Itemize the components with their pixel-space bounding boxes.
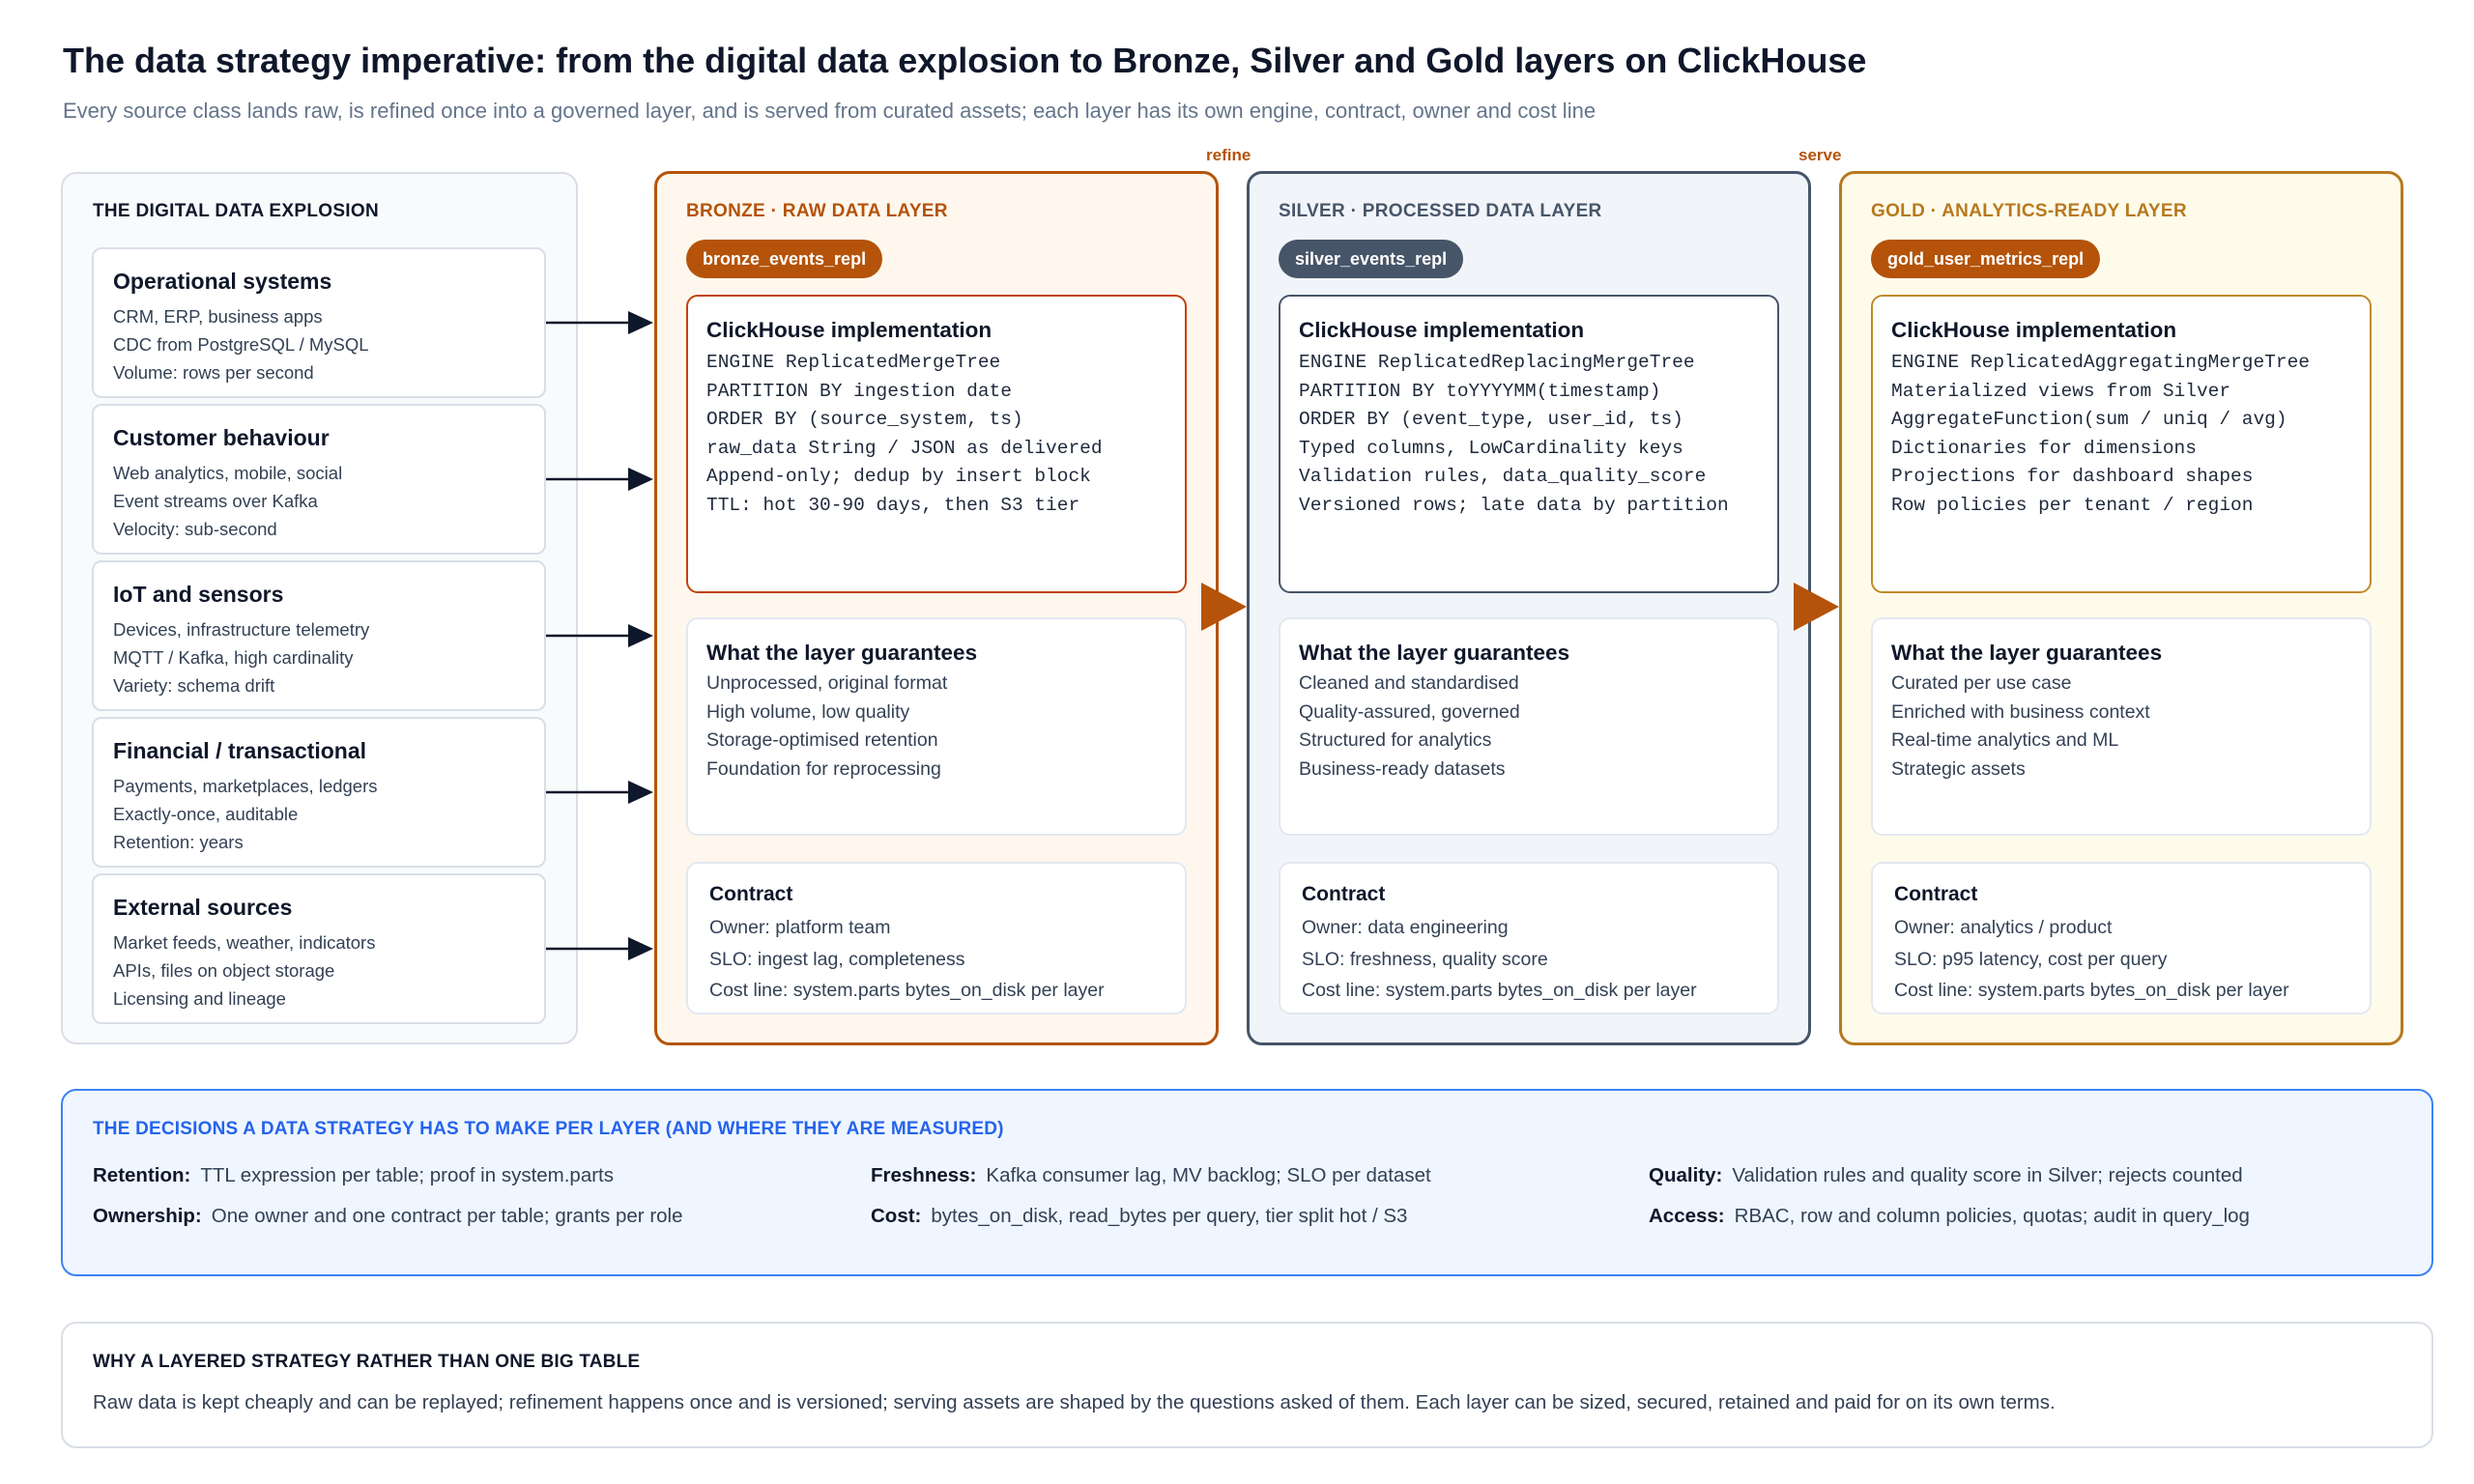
contract-title: Contract xyxy=(1302,883,1386,905)
decision-cost xyxy=(871,1205,1407,1228)
guarantee-line: Structured for analytics xyxy=(1299,729,1492,751)
impl-line: AggregateFunction(sum / uniq / avg) xyxy=(1891,409,2287,430)
bronze-table-badge: bronze_events_repl xyxy=(686,240,882,278)
contract-line: SLO: p95 latency, cost per query xyxy=(1894,948,2168,970)
source-line: Market feeds, weather, indicators xyxy=(113,932,376,953)
source-line: Retention: years xyxy=(113,832,244,852)
source-line: MQTT / Kafka, high cardinality xyxy=(113,647,354,668)
source-line: Variety: schema drift xyxy=(113,675,275,696)
decisions-title: THE DECISIONS A DATA STRATEGY HAS TO MAKE PER LAYER (AND WHERE THEY ARE MEASURED) xyxy=(93,1119,1004,1139)
bronze-layer-title: BRONZE · RAW DATA LAYER xyxy=(686,201,948,221)
contract-line: Owner: data engineering xyxy=(1302,917,1509,938)
contract-line: Owner: platform team xyxy=(709,917,891,938)
guarantee-line: Cleaned and standardised xyxy=(1299,672,1519,694)
silver-layer-title: SILVER · PROCESSED DATA LAYER xyxy=(1279,201,1602,221)
guarantee-line: High volume, low quality xyxy=(706,700,910,723)
guarantee-line: Curated per use case xyxy=(1891,672,2072,694)
silver-impl-card xyxy=(1279,295,1779,593)
source-name: Operational systems xyxy=(113,269,332,294)
impl-line: Dictionaries for dimensions xyxy=(1891,437,2197,459)
decision-ownership xyxy=(93,1205,683,1228)
guarantee-line: Quality-assured, governed xyxy=(1299,700,1520,723)
silver-table-badge: silver_events_repl xyxy=(1279,240,1463,278)
source-line: CDC from PostgreSQL / MySQL xyxy=(113,334,369,355)
source-name: IoT and sensors xyxy=(113,582,284,607)
impl-line: raw_data String / JSON as delivered xyxy=(706,437,1103,459)
impl-line: Versioned rows; late data by partition xyxy=(1299,494,1729,516)
source-card-financial xyxy=(92,717,546,868)
silver-contract-card xyxy=(1279,862,1779,1014)
gold-impl-card xyxy=(1871,295,2372,593)
decision-quality xyxy=(1649,1164,2243,1187)
source-line: Web analytics, mobile, social xyxy=(113,463,343,483)
contract-line: Owner: analytics / product xyxy=(1894,917,2113,938)
contract-line: Cost line: system.parts bytes_on_disk per layer xyxy=(1302,980,1697,1001)
impl-line: Row policies per tenant / region xyxy=(1891,494,2254,516)
decision-access xyxy=(1649,1205,2250,1228)
impl-line: ENGINE ReplicatedReplacingMergeTree xyxy=(1299,352,1695,373)
source-line: CRM, ERP, business apps xyxy=(113,306,323,327)
contract-line: Cost line: system.parts bytes_on_disk per layer xyxy=(1894,980,2289,1001)
source-card-customer xyxy=(92,404,546,555)
impl-line: Validation rules, data_quality_score xyxy=(1299,466,1707,487)
contract-title: Contract xyxy=(709,883,793,905)
source-name: Customer behaviour xyxy=(113,425,330,450)
decision-label: Access: xyxy=(1649,1205,1725,1227)
why-text: Raw data is kept cheaply and can be replayed; refinement happens once and is versioned; serving assets are shaped by the questions asked of them. Each layer can be sized, secured, retained and paid for on its own terms. xyxy=(93,1391,2056,1413)
decision-freshness xyxy=(871,1164,1431,1187)
bronze-impl-card xyxy=(686,295,1187,593)
guarantee-line: Strategic assets xyxy=(1891,757,2026,780)
source-name: Financial / transactional xyxy=(113,738,367,763)
guarantee-line: Business-ready datasets xyxy=(1299,757,1506,780)
decision-retention xyxy=(93,1164,614,1187)
impl-line: Projections for dashboard shapes xyxy=(1891,466,2254,487)
impl-title: ClickHouse implementation xyxy=(1891,318,2177,342)
page-title: The data strategy imperative: from the digital data explosion to Bronze, Silver and Gold layers on ClickHouse xyxy=(63,41,1867,80)
impl-line: Typed columns, LowCardinality keys xyxy=(1299,437,1683,459)
guarantee-line: Foundation for reprocessing xyxy=(706,757,941,780)
guarantee-line: Enriched with business context xyxy=(1891,700,2150,723)
decision-text: TTL expression per table; proof in system.parts xyxy=(200,1164,615,1186)
silver-guarantees-card xyxy=(1279,617,1779,836)
gold-contract-card xyxy=(1871,862,2372,1014)
guarantee-line: Storage-optimised retention xyxy=(706,729,938,751)
decision-label: Quality: xyxy=(1649,1164,1723,1186)
bronze-contract-card xyxy=(686,862,1187,1014)
decision-text: bytes_on_disk, read_bytes per query, tier split hot / S3 xyxy=(931,1205,1408,1227)
impl-line: ORDER BY (event_type, user_id, ts) xyxy=(1299,409,1683,430)
impl-line: Append-only; dedup by insert block xyxy=(706,466,1091,487)
impl-line: ENGINE ReplicatedMergeTree xyxy=(706,352,1001,373)
decision-label: Freshness: xyxy=(871,1164,977,1186)
decision-text: RBAC, row and column policies, quotas; audit in query_log xyxy=(1734,1205,2250,1227)
impl-line: ENGINE ReplicatedAggregatingMergeTree xyxy=(1891,352,2310,373)
source-line: Devices, infrastructure telemetry xyxy=(113,619,370,640)
bronze-guarantees-card xyxy=(686,617,1187,836)
source-card-iot xyxy=(92,560,546,711)
decision-text: One owner and one contract per table; grants per role xyxy=(211,1205,683,1227)
serve-label: serve xyxy=(1798,146,1842,164)
guarantee-line: Unprocessed, original format xyxy=(706,672,948,694)
source-name: External sources xyxy=(113,895,293,920)
source-line: Volume: rows per second xyxy=(113,362,314,383)
contract-title: Contract xyxy=(1894,883,1978,905)
impl-line: Materialized views from Silver xyxy=(1891,380,2231,402)
impl-title: ClickHouse implementation xyxy=(1299,318,1585,342)
source-card-external xyxy=(92,873,546,1024)
decision-text: Kafka consumer lag, MV backlog; SLO per dataset xyxy=(986,1164,1431,1186)
why-panel xyxy=(61,1322,2433,1448)
source-line: Payments, marketplaces, ledgers xyxy=(113,776,378,796)
why-title: WHY A LAYERED STRATEGY RATHER THAN ONE BIG TABLE xyxy=(93,1352,641,1372)
source-card-operational xyxy=(92,247,546,398)
impl-line: TTL: hot 30-90 days, then S3 tier xyxy=(706,494,1080,516)
contract-line: SLO: freshness, quality score xyxy=(1302,948,1548,970)
impl-title: ClickHouse implementation xyxy=(706,318,992,342)
gold-layer-title: GOLD · ANALYTICS-READY LAYER xyxy=(1871,201,2187,221)
source-line: Event streams over Kafka xyxy=(113,491,318,511)
contract-line: Cost line: system.parts bytes_on_disk per layer xyxy=(709,980,1105,1001)
guarantees-title: What the layer guarantees xyxy=(1891,641,2163,665)
decision-text: Validation rules and quality score in Silver; rejects counted xyxy=(1732,1164,2243,1186)
refine-label: refine xyxy=(1206,146,1251,164)
decision-label: Ownership: xyxy=(93,1205,202,1227)
source-line: Licensing and lineage xyxy=(113,988,286,1009)
source-line: Velocity: sub-second xyxy=(113,519,277,539)
source-line: APIs, files on object storage xyxy=(113,960,335,981)
contract-line: SLO: ingest lag, completeness xyxy=(709,948,965,970)
source-line: Exactly-once, auditable xyxy=(113,804,299,824)
gold-guarantees-card xyxy=(1871,617,2372,836)
page-subtitle: Every source class lands raw, is refined once into a governed layer, and is served from curated assets; each layer has its own engine, contract, owner and cost line xyxy=(63,99,1597,123)
guarantee-line: Real-time analytics and ML xyxy=(1891,729,2119,751)
impl-line: PARTITION BY toYYYYMM(timestamp) xyxy=(1299,380,1661,402)
guarantees-title: What the layer guarantees xyxy=(706,641,978,665)
sources-title: THE DIGITAL DATA EXPLOSION xyxy=(93,201,379,221)
gold-table-badge: gold_user_metrics_repl xyxy=(1871,240,2100,278)
impl-line: ORDER BY (source_system, ts) xyxy=(706,409,1023,430)
decision-label: Cost: xyxy=(871,1205,922,1227)
guarantees-title: What the layer guarantees xyxy=(1299,641,1570,665)
impl-line: PARTITION BY ingestion date xyxy=(706,380,1012,402)
decision-label: Retention: xyxy=(93,1164,191,1186)
